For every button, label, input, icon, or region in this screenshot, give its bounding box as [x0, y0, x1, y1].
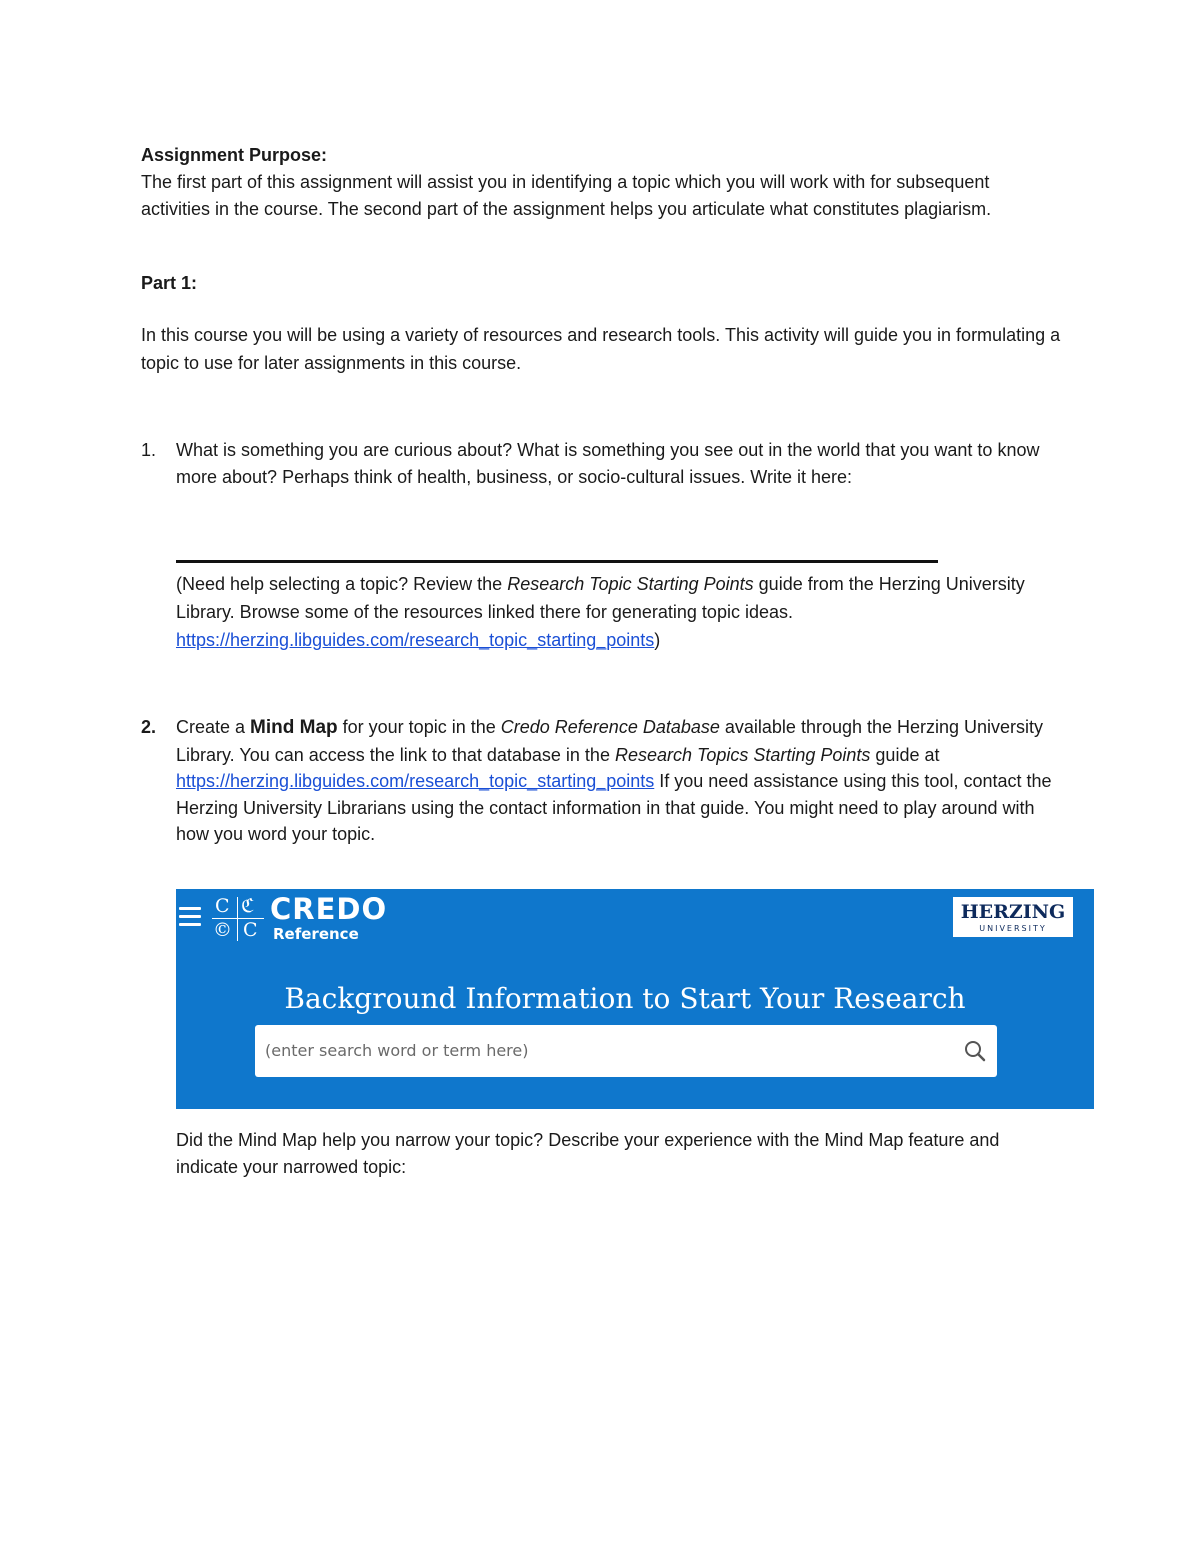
q2-text-3: available through the Herzing University Library. You can access the link to that database in the [176, 717, 1044, 765]
logo-letter: C [215, 895, 230, 917]
credo-title: Background Information to Start Your Research [284, 982, 966, 1015]
q2-text-2: for your topic in the [337, 717, 501, 737]
q2-mindmap: Mind Map [250, 717, 338, 738]
herzing-name: HERZING [960, 901, 1066, 923]
logo-letter: ℭ [241, 895, 255, 917]
q2-guide: Research Topics Starting Points [614, 744, 871, 765]
credo-logo [212, 895, 264, 941]
q2-text-4: guide at [870, 744, 940, 765]
q1-number: 1. [141, 440, 157, 460]
q2-text-1: Create a [176, 717, 251, 737]
herzing-logo [953, 897, 1073, 937]
purpose-section [141, 142, 1061, 223]
q2-text-5: If you need assistance using this tool, contact the Herzing University Librarians using the contact information in that guide. You might need to play around with how you word your topic. [176, 771, 1052, 844]
q1-help-guide: Research Topic Starting Points [507, 574, 754, 594]
purpose-heading: Assignment Purpose: [141, 145, 328, 165]
credo-banner [176, 889, 1094, 1109]
credo-brand: CREDO [270, 892, 388, 926]
q2-database: Credo Reference Database [500, 717, 720, 737]
magnifier-icon[interactable] [963, 1039, 987, 1063]
search-input[interactable] [255, 1025, 997, 1077]
q2-link[interactable]: https://herzing.libguides.com/research_topic_starting_points [176, 771, 655, 791]
q1-answer-blank[interactable] [176, 560, 1076, 563]
q1-help-mid: guide from the Herzing University Library. Browse some of the resources linked there for generating topic ideas. [176, 574, 1025, 622]
q1-help [176, 570, 1036, 654]
part1-section [141, 270, 1061, 297]
part1-intro: In this course you will be using a variety of resources and research tools. This activity will guide you in formulating a topic to use for later assignments in this course. [141, 325, 1061, 373]
q2-followup: Did the Mind Map help you narrow your topic? Describe your experience with the Mind Map feature and indicate your narrowed topic: [176, 1130, 1000, 1177]
herzing-sub: UNIVERSITY [979, 924, 1047, 933]
credo-sub: Reference [273, 925, 359, 943]
part1-intro-block [141, 321, 1061, 377]
q2-number: 2. [141, 717, 157, 737]
q1-text: What is something you are curious about? What is something you see out in the world that you want to know more about? Perhaps think of health, business, or socio-cultural issues. Write it here: [176, 440, 1040, 487]
q1-help-link[interactable]: https://herzing.libguides.com/research_topic_starting_points [176, 630, 655, 650]
hamburger-icon[interactable] [179, 907, 201, 927]
q2-text [176, 714, 1056, 848]
logo-letter: © [213, 919, 232, 941]
part1-heading: Part 1: [141, 273, 198, 293]
q1-help-suffix: ) [654, 630, 661, 650]
q1-help-prefix: (Need help selecting a topic? Review the [176, 574, 508, 594]
search-placeholder: (enter search word or term here) [265, 1041, 529, 1060]
purpose-body: The first part of this assignment will assist you in identifying a topic which you will work with for subsequent activities in the course. The second part of the assignment helps you articulate what constitutes plagiarism. [141, 172, 992, 219]
logo-letter: C [243, 919, 258, 941]
